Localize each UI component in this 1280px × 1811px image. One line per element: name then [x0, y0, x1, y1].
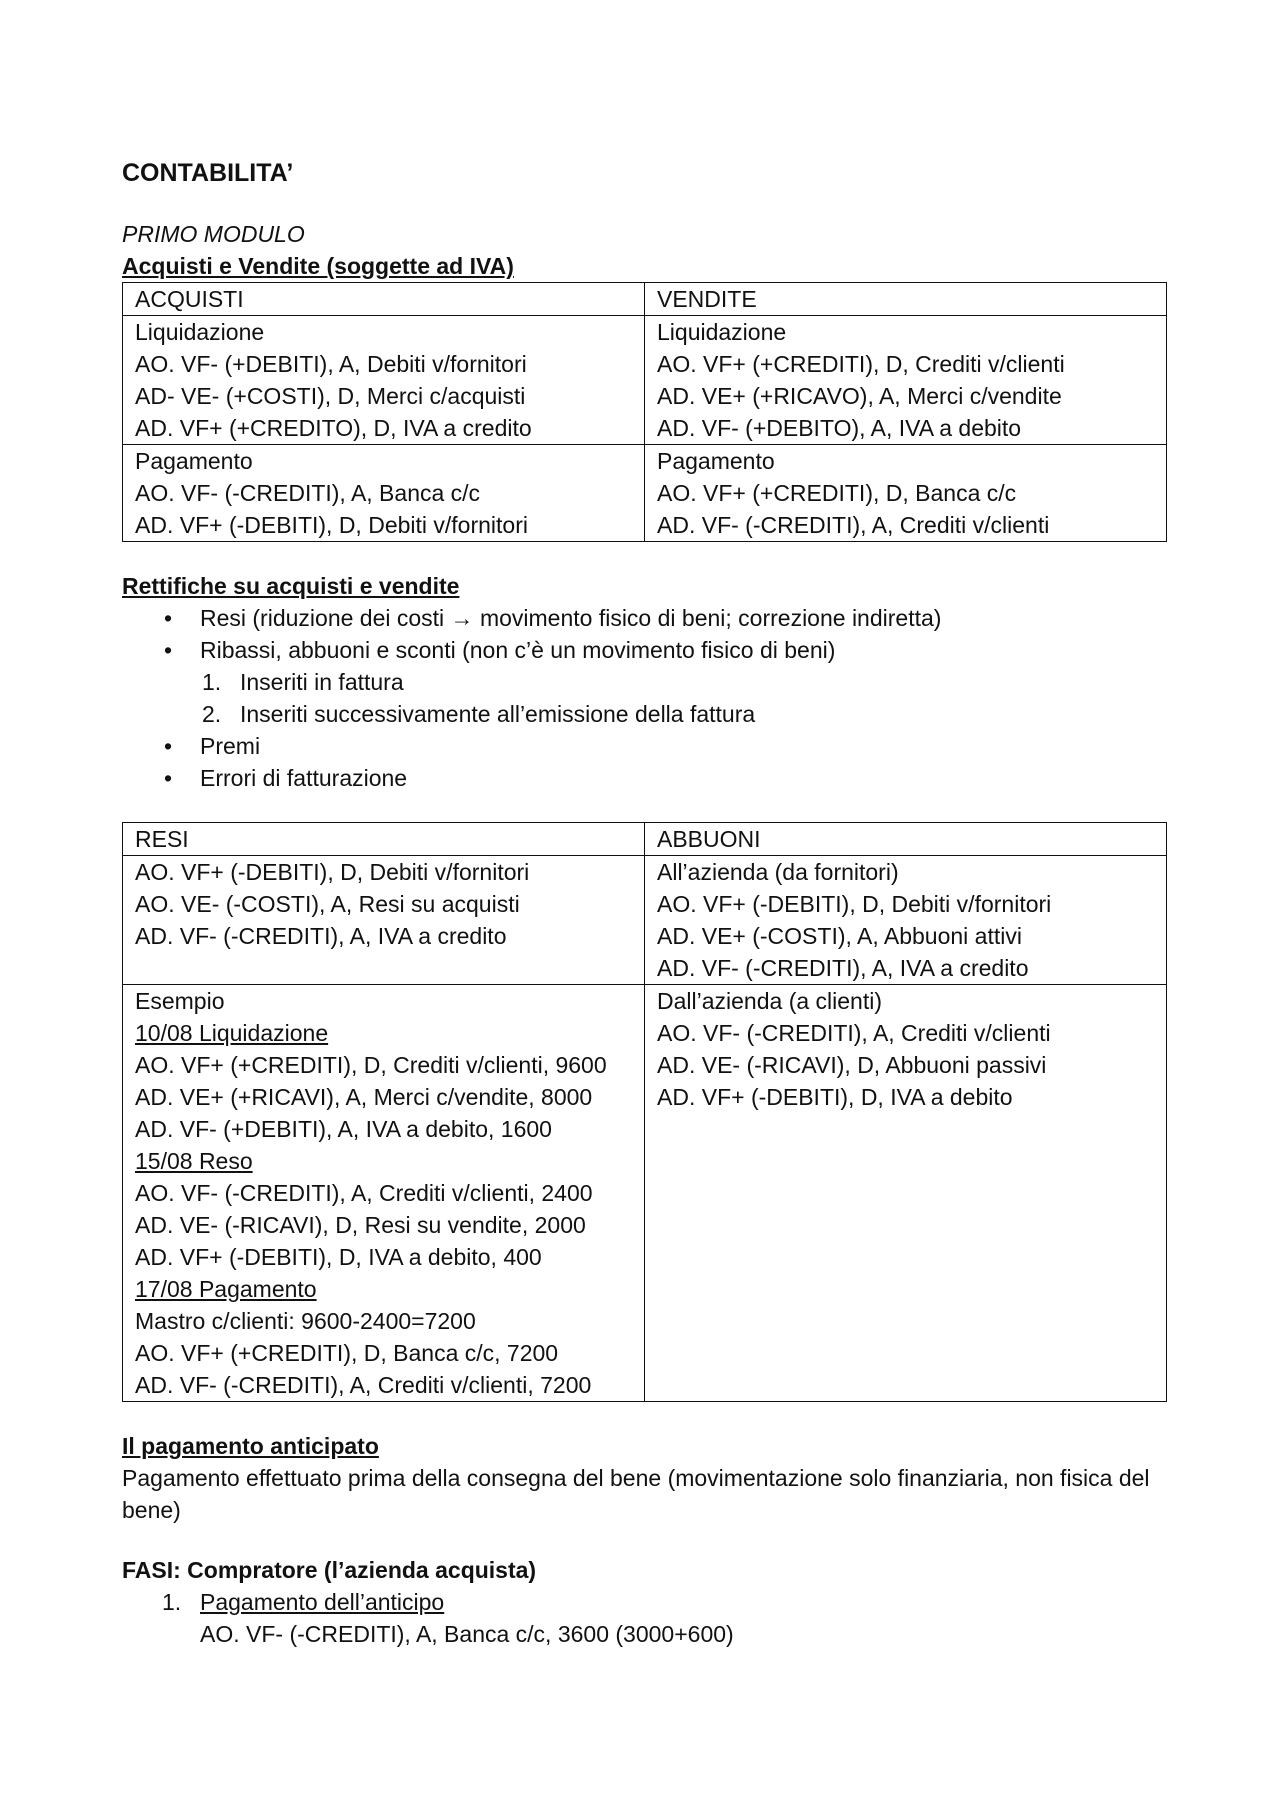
cell-line: Pagamento [135, 448, 253, 474]
cell-line: AD. VE+ (-COSTI), A, Abbuoni attivi [657, 923, 1022, 949]
header-cell-vendite: VENDITE [645, 283, 1167, 316]
table-row [123, 985, 1167, 1402]
cell-line: AD. VF- (-CREDITI), A, IVA a credito [135, 923, 507, 949]
list-number: 1. [162, 1589, 182, 1615]
cell-line: AO. VF+ (+CREDITI), D, Banca c/c [657, 480, 1017, 506]
cell-line: AD. VE+ (+RICAVO), A, Merci c/vendite [657, 383, 1062, 409]
list-item [122, 698, 1167, 730]
cell-line: AO. VF- (-CREDITI), A, Crediti v/clienti, 2400 [135, 1180, 593, 1206]
cell-line: AD. VF- (-CREDITI), A, Crediti v/clienti, 7200 [135, 1372, 592, 1398]
table-row-pagamento [123, 445, 1167, 542]
list-item-title: Pagamento dell’anticipo [200, 1589, 445, 1615]
cell-line: AD. VF+ (-DEBITI), D, IVA a debito [657, 1084, 1013, 1110]
cell-line: AD. VE+ (+RICAVI), A, Merci c/vendite, 8000 [135, 1084, 593, 1110]
cell-line: Liquidazione [657, 319, 787, 345]
list-item-text: AO. VF- (-CREDITI), A, Banca c/c, 3600 (3000+600) [200, 1621, 734, 1647]
example-reso-title: 15/08 Reso [135, 1148, 253, 1174]
list-number: 2. [202, 701, 222, 727]
list-item [122, 634, 1167, 666]
cell-line: AD. VF+ (-DEBITI), D, Debiti v/fornitori [135, 512, 528, 538]
fasi-list [122, 1586, 1167, 1650]
cell-line: Mastro c/clienti: 9600-2400=7200 [135, 1308, 476, 1334]
cell-acquisti-pagamento [123, 445, 645, 542]
cell-resi-esempio [123, 985, 645, 1402]
cell-line: AO. VF+ (+CREDITI), D, Crediti v/clienti [657, 351, 1065, 377]
cell-line: AD. VF- (+DEBITO), A, IVA a debito [657, 415, 1022, 441]
cell-line: AO. VF+ (-DEBITI), D, Debiti v/fornitori [657, 891, 1052, 917]
cell-line: Dall’azienda (a clienti) [657, 988, 882, 1014]
cell-line: All’azienda (da fornitori) [657, 859, 899, 885]
document-page [122, 156, 1167, 1650]
cell-line: AD- VE- (+COSTI), D, Merci c/acquisti [135, 383, 526, 409]
header-cell-acquisti: ACQUISTI [123, 283, 645, 316]
example-label: Esempio [135, 988, 225, 1014]
document-title: CONTABILITA’ [122, 159, 294, 187]
header-cell-resi: RESI [123, 823, 645, 856]
cell-acquisti-liquidazione [123, 316, 645, 445]
cell-line: AD. VE- (-RICAVI), D, Resi su vendite, 2000 [135, 1212, 586, 1238]
cell-line: AD. VF+ (-DEBITI), D, IVA a debito, 400 [135, 1244, 542, 1270]
list-number: 1. [202, 669, 222, 695]
cell-line: AD. VF- (-CREDITI), A, IVA a credito [657, 955, 1029, 981]
list-item-text: Ribassi, abbuoni e sconti (non c’è un movimento fisico di beni) [200, 637, 836, 663]
cell-abbuoni-clienti [645, 985, 1167, 1402]
cell-line: AD. VF- (-CREDITI), A, Crediti v/clienti [657, 512, 1050, 538]
cell-vendite-liquidazione [645, 316, 1167, 445]
list-item [122, 666, 1167, 698]
table-header-row [123, 823, 1167, 856]
cell-line: AO. VF+ (+CREDITI), D, Banca c/c, 7200 [135, 1340, 559, 1366]
table-row-liquidazione [123, 316, 1167, 445]
pagamento-anticipato-paragraph: Pagamento effettuato prima della consegna del bene (movimentazione solo finanziaria, non fisica del bene) [122, 1465, 1150, 1523]
cell-line: Pagamento [657, 448, 775, 474]
cell-line: AD. VE- (-RICAVI), D, Abbuoni passivi [657, 1052, 1047, 1078]
cell-line: AO. VF- (-CREDITI), A, Crediti v/clienti [657, 1020, 1051, 1046]
cell-line: AO. VF- (-CREDITI), A, Banca c/c [135, 480, 481, 506]
list-item: • Errori di fatturazione [122, 762, 1167, 794]
table-header-row [123, 283, 1167, 316]
rettifiche-list-continued [122, 730, 1167, 794]
section-heading-pagamento-anticipato: Il pagamento anticipato [122, 1433, 379, 1459]
cell-line: AO. VF+ (+CREDITI), D, Crediti v/clienti, 9600 [135, 1052, 607, 1078]
list-item-text: Inseriti in fattura [240, 669, 404, 695]
acquisti-vendite-table [122, 282, 1167, 542]
abbuoni-sublist [122, 666, 1167, 730]
rettifiche-list [122, 602, 1167, 666]
cell-resi-entries [123, 856, 645, 985]
table-row [123, 856, 1167, 985]
example-pagamento-title: 17/08 Pagamento [135, 1276, 317, 1302]
list-item: • Resi (riduzione dei costi → movimento fisico di beni; correzione indiretta) [122, 602, 1167, 634]
cell-line: AO. VF- (+DEBITI), A, Debiti v/fornitori [135, 351, 527, 377]
cell-line: AO. VF+ (-DEBITI), D, Debiti v/fornitori [135, 859, 530, 885]
cell-abbuoni-fornitori [645, 856, 1167, 985]
section-heading-acquisti-vendite: Acquisti e Vendite (soggette ad IVA) [122, 253, 514, 279]
section-heading-rettifiche: Rettifiche su acquisti e vendite [122, 573, 460, 599]
list-item: • Premi [122, 730, 1167, 762]
list-item-text: Inseriti successivamente all’emissione della fattura [240, 701, 756, 727]
cell-line: AD. VF- (+DEBITI), A, IVA a debito, 1600 [135, 1116, 552, 1142]
cell-line: AD. VF+ (+CREDITO), D, IVA a credito [135, 415, 532, 441]
resi-abbuoni-table [122, 822, 1167, 1402]
list-item [122, 1586, 1167, 1650]
cell-line: AO. VE- (-COSTI), A, Resi su acquisti [135, 891, 520, 917]
module-label: PRIMO MODULO [122, 221, 305, 247]
cell-line: Liquidazione [135, 319, 265, 345]
section-heading-fasi: FASI: Compratore (l’azienda acquista) [122, 1557, 537, 1583]
example-liquidazione-title: 10/08 Liquidazione [135, 1020, 329, 1046]
header-cell-abbuoni: ABBUONI [645, 823, 1167, 856]
cell-vendite-pagamento [645, 445, 1167, 542]
